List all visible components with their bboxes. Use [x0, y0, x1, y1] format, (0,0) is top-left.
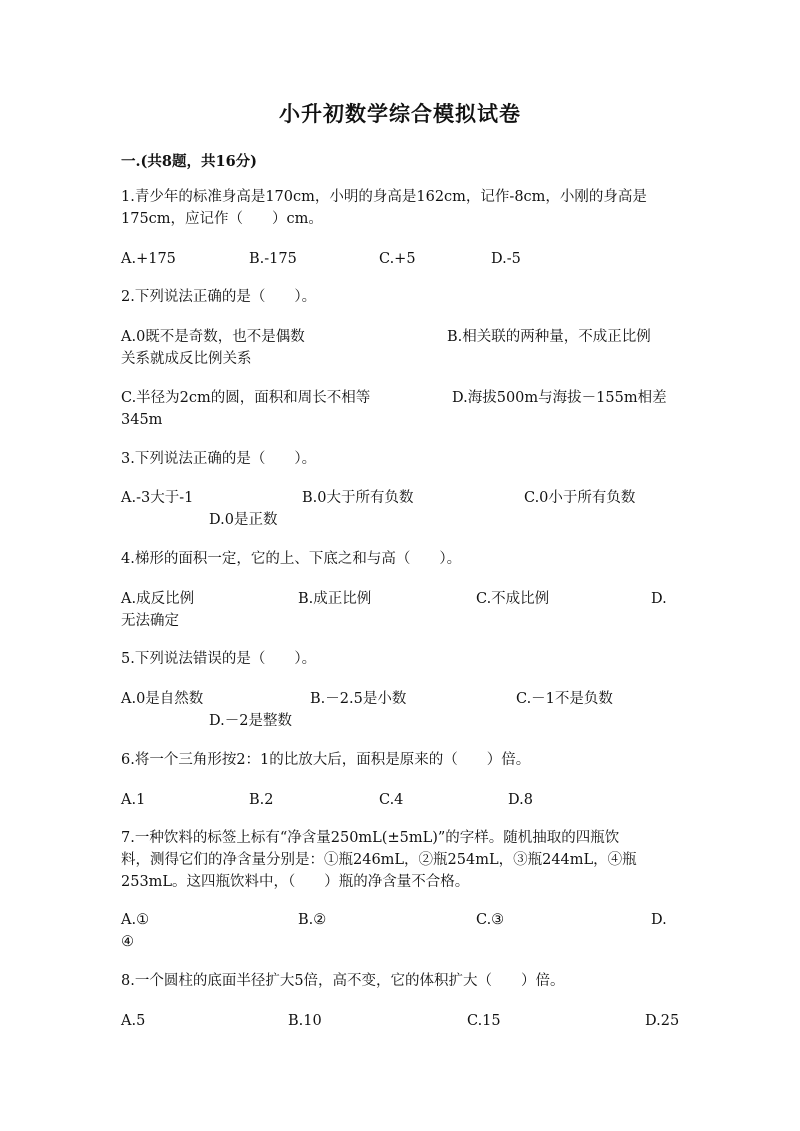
- stem-line: 5.下列说法错误的是（ ）。: [121, 651, 317, 667]
- exam-title: 小升初数学综合模拟试卷: [279, 101, 521, 126]
- q1-option-b: B.-175: [249, 251, 297, 267]
- stem-line: 2.下列说法正确的是（ ）。: [121, 289, 317, 305]
- stem-line: 253mL。这四瓶饮料中，（ ）瓶的净含量不合格。: [121, 874, 470, 890]
- q6-option-d: D.8: [508, 792, 533, 808]
- q2-option-d: D.海拔500m与海拔－155m相差: [452, 390, 667, 406]
- q7-option-a: A.①: [121, 912, 150, 928]
- q2-option-b-continued: 关系就成反比例关系: [121, 351, 252, 367]
- q5-option-d: D.－2是整数: [209, 713, 292, 729]
- q3-option-c: C.0小于所有负数: [524, 490, 636, 506]
- q4-option-d-continued: 无法确定: [121, 613, 179, 629]
- stem-line: 8.一个圆柱的底面半径扩大5倍，高不变，它的体积扩大（ ）倍。: [121, 973, 565, 989]
- question-5-stem: [121, 648, 681, 670]
- question-2-stem: [121, 286, 681, 308]
- question-4-stem: [121, 548, 681, 570]
- q3-option-a: A.-3大于-1: [121, 490, 194, 506]
- question-1-stem: [121, 186, 681, 230]
- q5-option-c: C.－1不是负数: [516, 691, 613, 707]
- question-7-stem: [121, 827, 681, 893]
- q4-option-c: C.不成比例: [476, 591, 550, 607]
- q6-option-c: C.4: [379, 792, 404, 808]
- q4-option-b: B.成正比例: [298, 591, 372, 607]
- q7-option-c: C.③: [476, 912, 505, 928]
- stem-line: 7.一种饮料的标签上标有“净含量250mL(±5mL)”的字样。随机抽取的四瓶饮: [121, 830, 620, 846]
- stem-line: 1.青少年的标准身高是170cm，小明的身高是162cm，记作-8cm，小刚的身高是: [121, 189, 647, 205]
- question-8-stem: [121, 970, 681, 992]
- q2-option-c: C.半径为2cm的圆，面积和周长不相等: [121, 390, 371, 406]
- question-6-stem: [121, 749, 681, 771]
- stem-line: 3.下列说法正确的是（ ）。: [121, 451, 317, 467]
- q8-option-d: D.25: [645, 1013, 680, 1029]
- stem-line: 4.梯形的面积一定，它的上、下底之和与高（ ）。: [121, 551, 462, 567]
- q2-option-d-continued: 345m: [121, 412, 163, 428]
- q3-option-d: D.0是正数: [209, 512, 278, 528]
- stem-line: 175cm，应记作（ ）cm。: [121, 211, 323, 227]
- q8-option-a: A.5: [121, 1013, 146, 1029]
- q1-option-c: C.+5: [379, 251, 416, 267]
- q3-option-b: B.0大于所有负数: [302, 490, 414, 506]
- q2-option-b: B.相关联的两种量，不成正比例: [447, 329, 651, 345]
- section-heading: 一.(共8题，共16分): [121, 153, 258, 170]
- stem-line: 料，测得它们的净含量分别是：①瓶246mL，②瓶254mL，③瓶244mL，④瓶: [121, 852, 637, 868]
- q4-option-a: A.成反比例: [121, 591, 195, 607]
- question-3-stem: [121, 448, 681, 470]
- q1-option-a: A.+175: [121, 251, 176, 267]
- q7-option-b: B.②: [298, 912, 327, 928]
- q6-option-a: A.1: [121, 792, 146, 808]
- q1-option-d: D.-5: [491, 251, 521, 267]
- q8-option-b: B.10: [288, 1013, 322, 1029]
- q5-option-b: B.－2.5是小数: [310, 691, 407, 707]
- q4-option-d: D.: [651, 591, 667, 607]
- q6-option-b: B.2: [249, 792, 274, 808]
- stem-line: 6.将一个三角形按2：1的比放大后，面积是原来的（ ）倍。: [121, 752, 531, 768]
- q8-option-c: C.15: [467, 1013, 501, 1029]
- q5-option-a: A.0是自然数: [121, 691, 204, 707]
- q2-option-a: A.0既不是奇数，也不是偶数: [121, 329, 305, 345]
- q7-option-d: D.: [651, 912, 667, 928]
- q7-option-d-continued: ④: [121, 934, 134, 950]
